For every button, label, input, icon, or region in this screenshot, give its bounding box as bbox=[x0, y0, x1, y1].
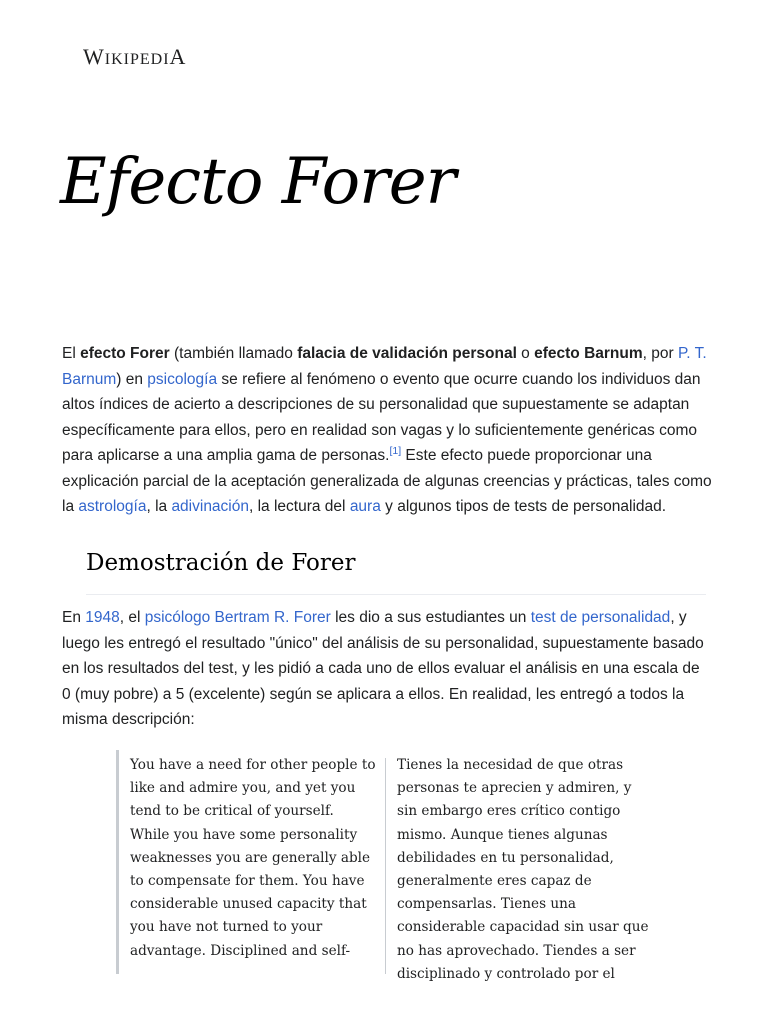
link-aura[interactable]: aura bbox=[349, 498, 381, 515]
text-run: El bbox=[62, 345, 81, 362]
text-run: ) en bbox=[116, 370, 148, 388]
link-adivinacion[interactable]: adivinación bbox=[171, 498, 249, 515]
link-forer[interactable]: psicólogo Bertram R. Forer bbox=[144, 609, 331, 626]
text-run: les dio a sus estudiantes un bbox=[330, 609, 531, 626]
text-run: Este efecto puede proporcionar una explicación parcial de la aceptación generalizada de algunas creencias y prácticas, tales como la bbox=[62, 447, 712, 515]
wikipedia-wordmark[interactable]: WIKIPEDIA bbox=[83, 44, 187, 69]
column-divider bbox=[385, 758, 386, 974]
text-run: , y luego les entregó el resultado "único" del análisis de su personalidad, supuestamente basado en los resultados del test, y les pidió a cada uno de ellos evaluar el análisis en una escala de 0 (muy pobre) a 5 (excelente) según se aplicara a ellos. En realidad, les entregó a todos la misma descripción: bbox=[62, 609, 704, 728]
text-run: , la bbox=[146, 498, 172, 515]
text-run: y algunos tipos de tests de personalidad. bbox=[380, 498, 667, 515]
blockquote-bar bbox=[116, 750, 119, 974]
link-barnum[interactable]: P. T. Barnum bbox=[62, 345, 707, 388]
quote-spanish: Tienes la necesidad de que otras personas te aprecien y admiren, y sin embargo eres crítico contigo mismo. Aunque tienes algunas debilidades en tu personalidad, generalmente eres capaz de compensarlas. Tienes una considerable capacidad sin usar que no has aprovechado. Tiendes a ser disciplinado y controlado por el bbox=[397, 757, 649, 982]
link-test-personalidad[interactable]: test de personalidad bbox=[530, 609, 671, 626]
bold-term: efecto Forer bbox=[80, 345, 170, 362]
text-run: (también llamado bbox=[169, 345, 298, 362]
reference-1[interactable]: [1] bbox=[389, 444, 402, 457]
link-astrologia[interactable]: astrología bbox=[78, 498, 147, 515]
page-title: Efecto Forer bbox=[60, 145, 456, 219]
text-run: se refiere al fenómeno o evento que ocurre cuando los individuos dan altos índices de acierto a descripciones de su personalidad que supuestamente se adaptan específicamente para ellos, pero en realidad son vagas y lo suficientemente genéricas como para aplicarse a una amplia gama de personas. bbox=[62, 370, 701, 464]
text-run: , por bbox=[642, 345, 678, 362]
link-1948[interactable]: 1948 bbox=[85, 609, 120, 626]
quote-english: You have a need for other people to like and admire you, and yet you tend to be critical of yourself. While you have some personality weaknesses you are generally able to compensate for them. You have considerable unused capacity that you have not turned to your advantage. Disciplined and self- bbox=[130, 757, 376, 959]
text-run: , el bbox=[119, 609, 145, 626]
intro-paragraph bbox=[62, 341, 712, 520]
bold-term: falacia de validación personal bbox=[297, 345, 517, 362]
section-paragraph bbox=[62, 605, 712, 733]
text-run: En bbox=[62, 609, 86, 626]
bold-term: efecto Barnum bbox=[534, 345, 643, 362]
text-run: , la lectura del bbox=[249, 498, 350, 515]
section-heading[interactable]: Demostración de Forer bbox=[86, 550, 356, 576]
section-divider bbox=[86, 594, 706, 595]
link-psicologia[interactable]: psicología bbox=[147, 370, 218, 388]
text-run: o bbox=[516, 345, 535, 362]
